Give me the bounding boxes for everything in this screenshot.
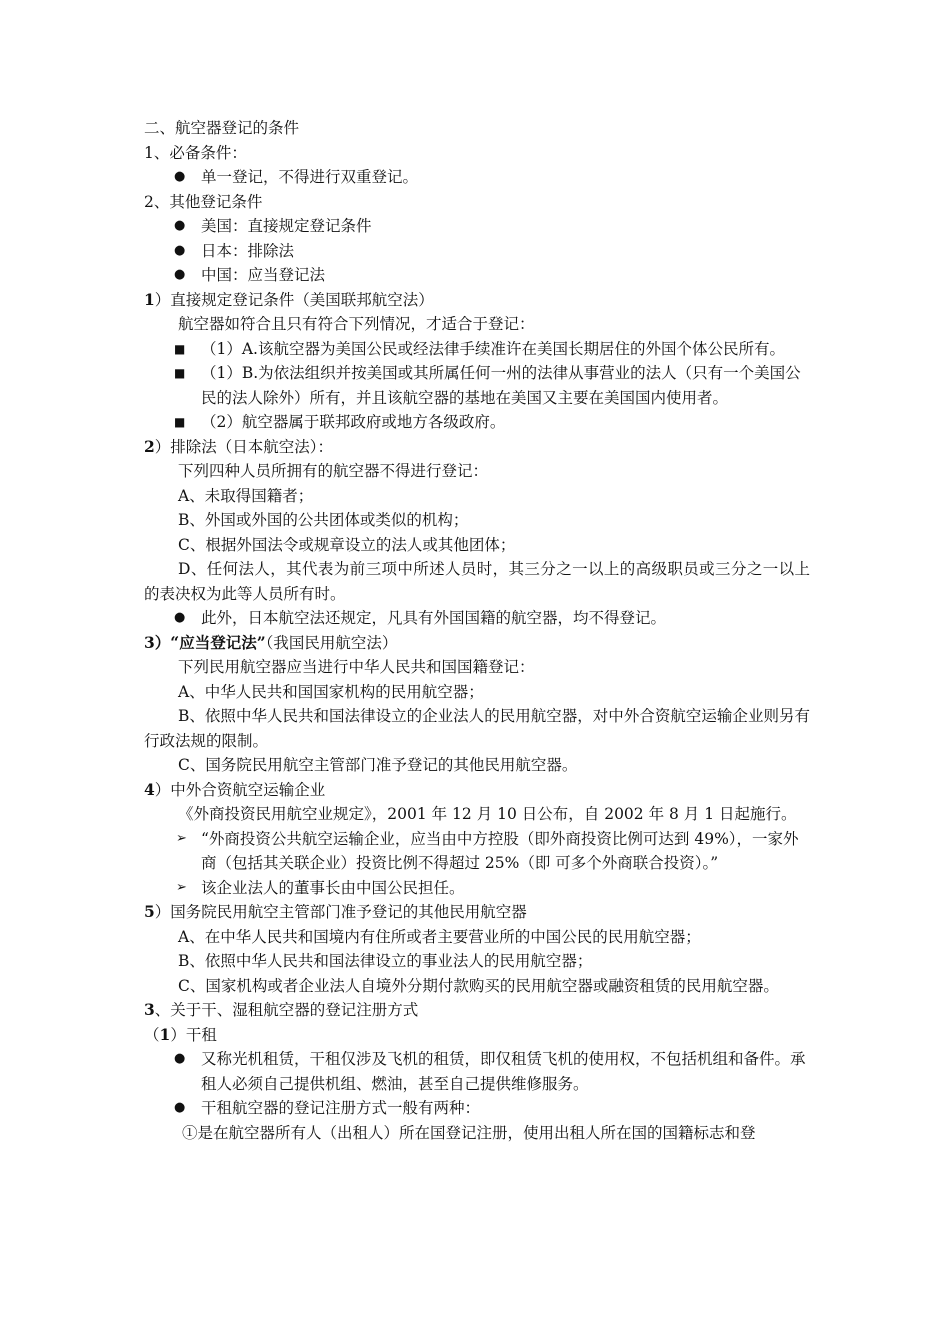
paragraph: 下列民用航空器应当进行中华人民共和国国籍登记： xyxy=(178,658,535,676)
subheading-jv: 4）中外合资航空运输企业 xyxy=(144,779,326,799)
paragraph: D、任何法人，其代表为前三项中所述人员时，其三分之一以上的高级职员或三分之一以上的表决权为此等人员所有时。 xyxy=(144,560,810,603)
paragraph: C、根据外国法令或规章设立的法人或其他团体； xyxy=(178,535,516,554)
bullet-icon: ● xyxy=(174,610,186,625)
square-bullet-icon: ■ xyxy=(174,366,186,380)
subheading-us: 1）直接规定登记条件（美国联邦航空法） xyxy=(144,289,434,309)
paragraph: A、未取得国籍者； xyxy=(178,486,314,505)
paragraph: A、中华人民共和国国家机构的民用航空器； xyxy=(178,682,484,701)
arrow-bullet-icon: ➢ xyxy=(176,830,187,846)
list-item: ➢ “外商投资公共航空运输企业，应当由中方控股（即外商投资比例可达到 49%），一家外商（包括其关联企业）投资比例不得超过 25%（即 可多个外商联合投资）。” xyxy=(144,827,810,876)
list-item: ● 美国：直接规定登记条件 xyxy=(144,214,810,239)
subheading-required: 1、必备条件： xyxy=(144,143,247,162)
list-item: ➢ 该企业法人的董事长由中国公民担任。 xyxy=(144,876,810,901)
list-item: ● 又称光机租赁，干租仅涉及飞机的租赁，即仅租赁飞机的使用权，不包括机组和备件。承租人必须自己提供机组、燃油，甚至自己提供维修服务。 xyxy=(144,1047,810,1096)
paragraph: B、依照中华人民共和国法律设立的企业法人的民用航空器，对中外合资航空运输企业则另有行政法规的限制。 xyxy=(144,707,810,750)
list-item: ■ （1）B.为依法组织并按美国或其所属任何一州的法律从事营业的法人（只有一个美国公民的法人除外）所有，并且该航空器的基地在美国又主要在美国国内使用者。 xyxy=(144,361,810,410)
arrow-bullet-icon: ➢ xyxy=(176,879,187,895)
subheading-other-aircraft: 5）国务院民用航空主管部门准予登记的其他民用航空器 xyxy=(144,902,527,921)
bullet-icon: ● xyxy=(174,218,186,233)
paragraph: 《外商投资民用航空业规定》，2001 年 12 月 10 日公布，自 2002 年 8 月 1 日起施行。 xyxy=(178,805,797,823)
subheading-china: 3）“应当登记法”（我国民用航空法） xyxy=(144,632,398,652)
paragraph: C、国务院民用航空主管部门准予登记的其他民用航空器。 xyxy=(178,756,578,774)
list-item: ● 日本：排除法 xyxy=(144,239,810,264)
subheading-lease: 3、关于干、湿租航空器的登记注册方式 xyxy=(144,1000,419,1019)
document-content xyxy=(144,116,810,1145)
paragraph: ①是在航空器所有人（出租人）所在国登记注册，使用出租人所在国的国籍标志和登 xyxy=(182,1123,756,1142)
paragraph: B、依照中华人民共和国法律设立的事业法人的民用航空器； xyxy=(178,952,593,970)
bullet-icon: ● xyxy=(174,267,186,282)
paragraph: A、在中华人民共和国境内有住所或者主要营业所的中国公民的民用航空器； xyxy=(178,927,701,946)
bullet-icon: ● xyxy=(174,1051,186,1066)
subheading-dry-lease: （1）干租 xyxy=(144,1024,217,1044)
list-item: ● 单一登记，不得进行双重登记。 xyxy=(144,165,810,190)
square-bullet-icon: ■ xyxy=(174,341,186,356)
list-item: ■ （2）航空器属于联邦政府或地方各级政府。 xyxy=(144,410,810,435)
bullet-icon: ● xyxy=(174,169,186,184)
subheading-japan: 2）排除法（日本航空法）： xyxy=(144,436,334,456)
paragraph: C、国家机构或者企业法人自境外分期付款购买的民用航空器或融资租赁的民用航空器。 xyxy=(178,976,779,995)
bullet-icon: ● xyxy=(174,1100,186,1115)
section-heading: 二、航空器登记的条件 xyxy=(144,119,300,137)
bullet-icon: ● xyxy=(174,242,186,258)
list-item: ● 干租航空器的登记注册方式一般有两种： xyxy=(144,1096,810,1121)
paragraph: B、外国或外国的公共团体或类似的机构； xyxy=(178,511,469,529)
list-item: ■ （1）A.该航空器为美国公民或经法律手续准许在美国长期居住的外国个体公民所有。 xyxy=(144,337,810,362)
list-item: ● 此外，日本航空法还规定，凡具有外国国籍的航空器，均不得登记。 xyxy=(144,606,810,631)
paragraph: 下列四种人员所拥有的航空器不得进行登记： xyxy=(178,462,489,480)
square-bullet-icon: ■ xyxy=(174,415,186,429)
subheading-other: 2、其他登记条件 xyxy=(144,192,263,211)
paragraph: 航空器如符合且只有符合下列情况，才适合于登记： xyxy=(178,315,535,333)
list-item: ● 中国：应当登记法 xyxy=(144,263,810,288)
